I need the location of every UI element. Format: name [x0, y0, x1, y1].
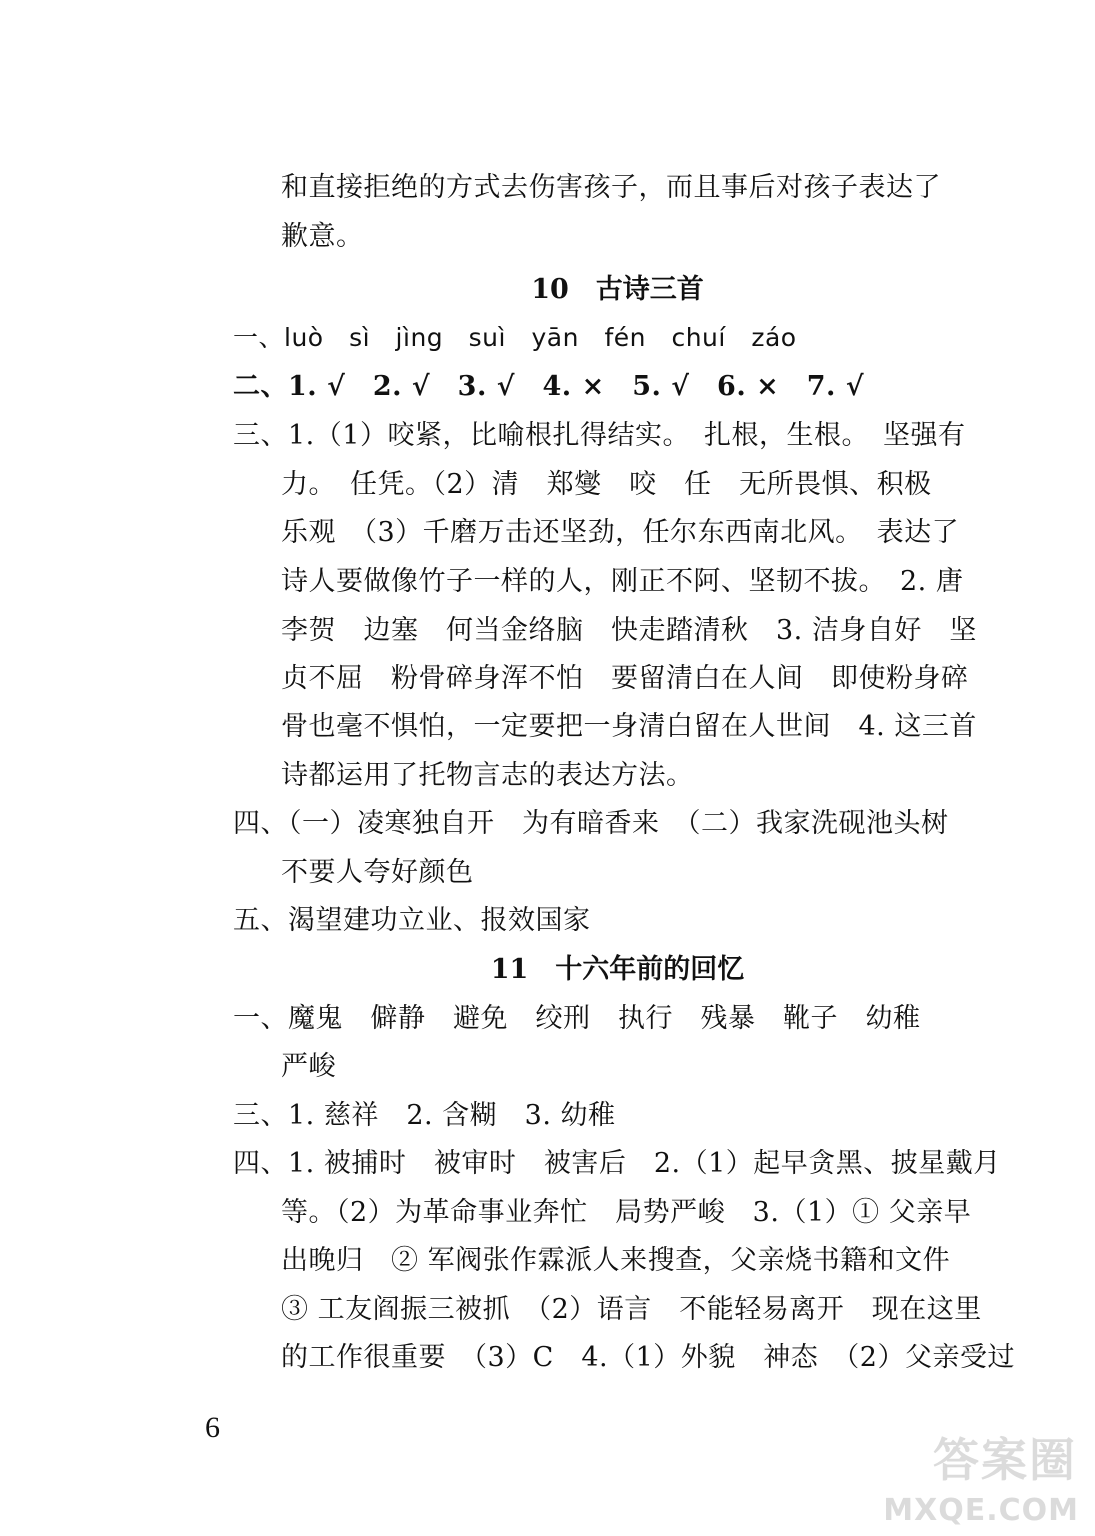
text-line: 力。 任凭。（2）清 郑燮 咬 任 无所畏惧、积极 — [281, 469, 932, 500]
text-line: 歉意。 — [281, 221, 364, 252]
watermark-logo — [885, 1420, 1085, 1530]
answer-line: 四、1. 被捕时 被审时 被害后 2.（1）起早贪黑、披星戴月 — [233, 1148, 1001, 1179]
text-line: 骨也毫不惧怕，一定要把一身清白留在人世间 4. 这三首 — [281, 711, 977, 742]
answer-line: 四、（一）凌寒独自开 为有暗香来 （二）我家洗砚池头树 — [233, 808, 949, 839]
text-line: 贞不屈 粉骨碎身浑不怕 要留清白在人间 即使粉身碎 — [281, 663, 969, 694]
text-line: 出晚归 ② 军阀张作霖派人来搜查，父亲烧书籍和文件 — [281, 1245, 951, 1276]
watermark-title: 答案圈 — [933, 1433, 1077, 1487]
answer-line: 五、渴望建功立业、报效国家 — [233, 905, 591, 936]
text-line: 的工作很重要 （3）C 4.（1）外貌 神态 （2）父亲受过 — [281, 1342, 1015, 1373]
text-line: 诗人要做像竹子一样的人，刚正不阿、坚韧不拔。 2. 唐 — [281, 566, 964, 597]
text-line: 诗都运用了托物言志的表达方法。 — [281, 760, 694, 791]
text-line: ③ 工友阎振三被抓 （2）语言 不能轻易离开 现在这里 — [281, 1294, 982, 1325]
text-line: 不要人夸好颜色 — [281, 857, 474, 888]
text-line: 严峻 — [281, 1051, 336, 1082]
answer-line: 一、luò sì jìng suì yān fén chuí záo — [233, 323, 797, 352]
text-line: 等。（2）为革命事业奔忙 局势严峻 3.（1）① 父亲早 — [281, 1197, 972, 1228]
section-title: 11 十六年前的回忆 — [490, 954, 745, 985]
page-number: 6 — [205, 1411, 220, 1444]
watermark-url: MXQE.COM — [883, 1493, 1079, 1528]
text-line: 乐观 （3）千磨万击还坚劲，任尔东西南北风。 表达了 — [281, 517, 960, 548]
answer-line: 一、魔鬼 僻静 避免 绞刑 执行 残暴 靴子 幼稚 — [233, 1003, 921, 1034]
answer-line: 二、1. √ 2. √ 3. √ 4. × 5. √ 6. × 7. √ — [233, 371, 865, 402]
text-line: 李贺 边塞 何当金络脑 快走踏清秋 3. 洁身自好 坚 — [281, 615, 977, 646]
answer-line: 三、1.（1）咬紧，比喻根扎得结实。 扎根，生根。 坚强有 — [233, 420, 966, 451]
section-title: 10 古诗三首 — [531, 274, 704, 305]
text-line: 和直接拒绝的方式去伤害孩子，而且事后对孩子表达了 — [281, 172, 941, 203]
answer-line: 三、1. 慈祥 2. 含糊 3. 幼稚 — [233, 1100, 616, 1131]
